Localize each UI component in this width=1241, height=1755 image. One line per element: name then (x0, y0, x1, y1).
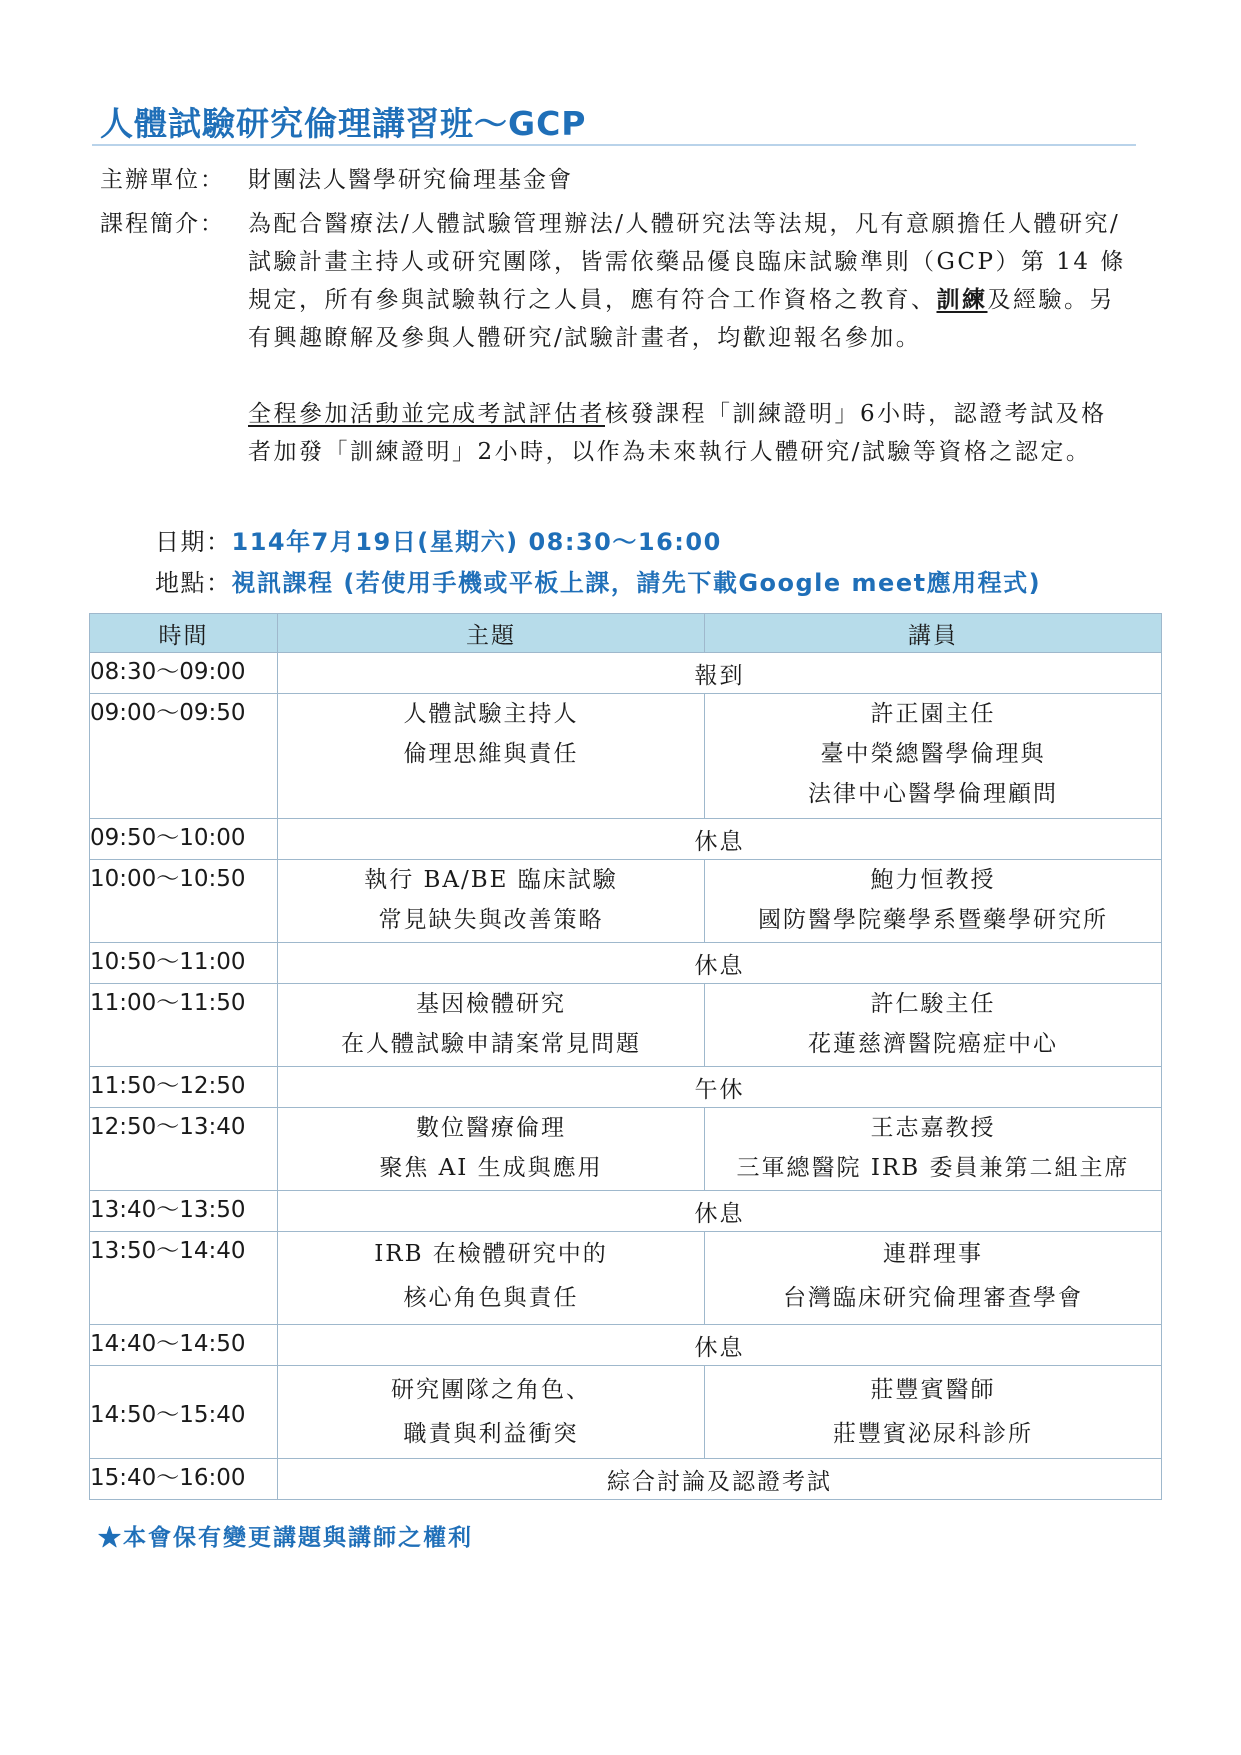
topic-line: 核心角色與責任 (403, 1285, 579, 1311)
topic-line: 研究團隊之角色、 (391, 1377, 591, 1403)
organizer-row (100, 163, 573, 197)
row-activity: 午休 (278, 1067, 1162, 1108)
organizer-label: 主辦單位： (100, 167, 225, 193)
row-activity: 報到 (278, 653, 1162, 694)
row-activity: 休息 (278, 1325, 1162, 1366)
row-time: 10:00～10:50 (90, 860, 278, 943)
topic-line: 基因檢體研究 (416, 991, 566, 1017)
intro-p2-underlined: 全程參加活動並完成考試評估者 (248, 401, 605, 427)
intro-p2-text: 核發課程「訓練證明」6小時，認證考試及格者加發「訓練證明」2小時，以作為未來執行人體研究/試驗等資格之認定。 (248, 401, 1107, 465)
row-time: 13:40～13:50 (90, 1191, 278, 1232)
row-activity: 休息 (278, 819, 1162, 860)
table-row (90, 1191, 1162, 1232)
topic-line: 在人體試驗申請案常見問題 (341, 1031, 641, 1057)
table-row (90, 1366, 1162, 1459)
table-row (90, 819, 1162, 860)
speaker-line: 王志嘉教授 (870, 1115, 996, 1141)
title-divider (92, 144, 1136, 146)
row-time: 08:30～09:00 (90, 653, 278, 694)
location-row (155, 566, 1041, 600)
row-activity: 休息 (278, 1191, 1162, 1232)
row-speaker (705, 694, 1162, 819)
table-row (90, 694, 1162, 819)
row-time: 15:40～16:00 (90, 1459, 278, 1500)
row-time: 14:50～15:40 (90, 1366, 278, 1459)
table-row (90, 1232, 1162, 1325)
row-time: 14:40～14:50 (90, 1325, 278, 1366)
speaker-line: 莊豐賓醫師 (870, 1377, 996, 1403)
table-row (90, 1108, 1162, 1191)
row-activity: 休息 (278, 943, 1162, 984)
row-speaker (705, 1366, 1162, 1459)
intro-p1-text-a: 為配合醫療法/人體試驗管理辦法/人體研究法等法規，凡有意願擔任人體研究/試驗計畫主持人或研究團隊，皆需依藥品優良臨床試驗準則（GCP）第 14 條規定，所有參與試驗執行之人員，應有符合工作資格之教育、 (248, 211, 1126, 313)
date-value: 114年7月19日(星期六) 08:30～16:00 (231, 528, 722, 556)
topic-line: 倫理思維與責任 (403, 741, 579, 767)
header-topic: 主題 (278, 614, 705, 653)
speaker-line: 許仁駿主任 (870, 991, 996, 1017)
table-row (90, 860, 1162, 943)
topic-line: 執行 BA/BE 臨床試驗 (364, 867, 618, 893)
row-speaker (705, 1108, 1162, 1191)
table-row (90, 943, 1162, 984)
row-topic (278, 860, 705, 943)
table-row (90, 1459, 1162, 1500)
row-speaker (705, 984, 1162, 1067)
topic-line: 人體試驗主持人 (403, 701, 579, 727)
header-speaker: 講員 (705, 614, 1162, 653)
speaker-line: 連群理事 (883, 1241, 983, 1267)
speaker-line: 臺中榮總醫學倫理與 (820, 741, 1046, 767)
row-time: 11:00～11:50 (90, 984, 278, 1067)
speaker-line: 國防醫學院藥學系暨藥學研究所 (758, 907, 1108, 933)
row-topic (278, 694, 705, 819)
row-time: 12:50～13:40 (90, 1108, 278, 1191)
rights-notice: ★本會保有變更講題與講師之權利 (98, 1524, 473, 1551)
table-row (90, 1325, 1162, 1366)
header-time: 時間 (90, 614, 278, 653)
row-topic (278, 1366, 705, 1459)
speaker-line: 莊豐賓泌尿科診所 (833, 1421, 1033, 1447)
row-time: 09:50～10:00 (90, 819, 278, 860)
speaker-line: 三軍總醫院 IRB 委員兼第二組主席 (736, 1155, 1130, 1181)
date-row (155, 525, 722, 559)
row-topic (278, 984, 705, 1067)
row-time: 10:50～11:00 (90, 943, 278, 984)
topic-line: IRB 在檢體研究中的 (374, 1241, 608, 1267)
row-time: 13:50～14:40 (90, 1232, 278, 1325)
table-row (90, 1067, 1162, 1108)
speaker-line: 鮑力恒教授 (870, 867, 996, 893)
row-time: 11:50～12:50 (90, 1067, 278, 1108)
topic-line: 常見缺失與改善策略 (378, 907, 604, 933)
intro-label: 課程簡介： (100, 211, 225, 237)
intro-paragraph-1 (248, 205, 1128, 357)
schedule-table (89, 613, 1162, 1500)
speaker-line: 台灣臨床研究倫理審查學會 (783, 1285, 1083, 1311)
row-topic (278, 1108, 705, 1191)
organizer-value: 財團法人醫學研究倫理基金會 (248, 167, 573, 193)
row-time: 09:00～09:50 (90, 694, 278, 819)
speaker-line: 花蓮慈濟醫院癌症中心 (808, 1031, 1058, 1057)
topic-line: 數位醫療倫理 (416, 1115, 566, 1141)
table-row (90, 653, 1162, 694)
topic-line: 職責與利益衝突 (403, 1421, 579, 1447)
page-title: 人體試驗研究倫理講習班～GCP (100, 104, 587, 143)
location-value: 視訊課程 (若使用手機或平板上課，請先下載Google meet應用程式) (231, 569, 1042, 597)
table-row (90, 984, 1162, 1067)
date-label: 日期： (155, 528, 232, 556)
row-topic (278, 1232, 705, 1325)
intro-paragraph-2 (248, 395, 1128, 471)
topic-line: 聚焦 AI 生成與應用 (379, 1155, 603, 1181)
intro-p1-text-c: 及經驗。另有興趣瞭解及參與人體研究/試驗計畫者，均歡迎報名參加。 (248, 287, 1115, 351)
row-speaker (705, 1232, 1162, 1325)
speaker-line: 許正園主任 (870, 701, 996, 727)
row-activity: 綜合討論及認證考試 (278, 1459, 1162, 1500)
intro-p1-training-emphasis: 訓練 (936, 286, 988, 313)
location-label: 地點： (155, 569, 232, 597)
speaker-line: 法律中心醫學倫理顧問 (808, 781, 1058, 807)
row-speaker (705, 860, 1162, 943)
